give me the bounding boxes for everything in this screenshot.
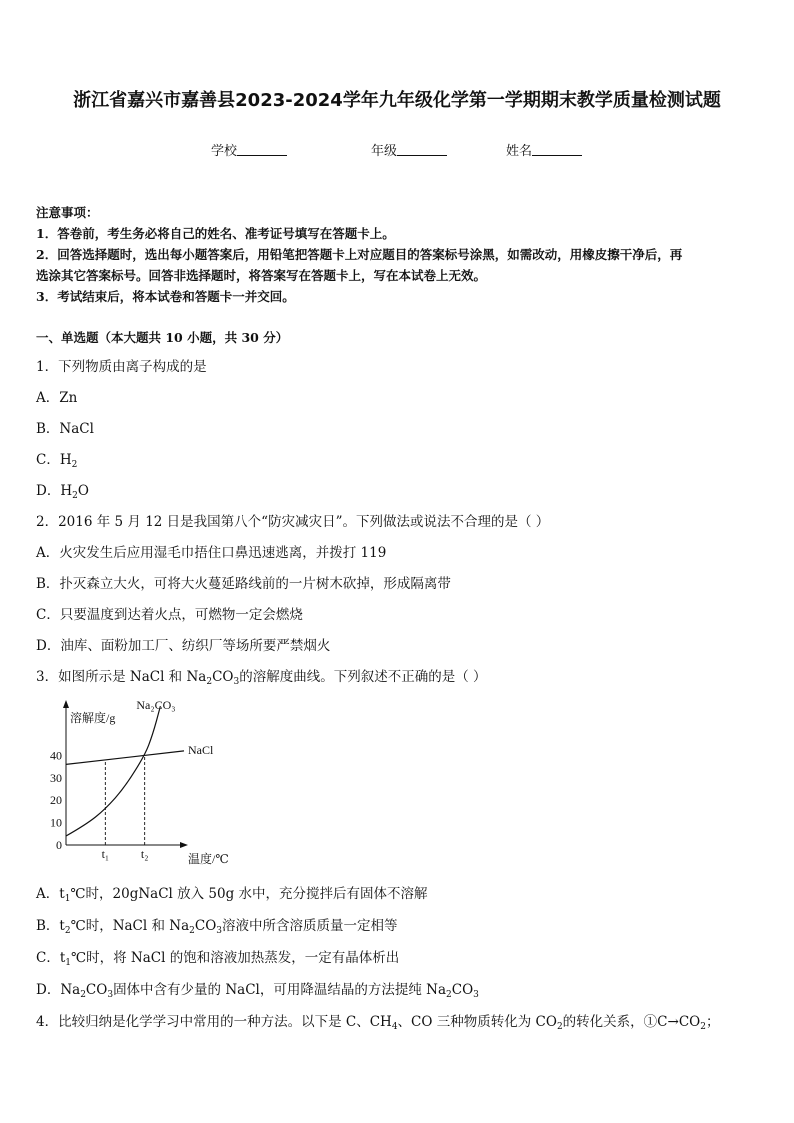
q3-option-b: B．$t_2℃$时，NaCl 和 $Na_2CO_3$溶液中所含溶质质量一定相等 (36, 918, 398, 936)
school-field (211, 140, 287, 159)
grade-blank[interactable] (397, 143, 447, 156)
x-tick-label: t₂ (140, 847, 149, 861)
na2co3-series-line (66, 706, 160, 836)
note-item: 选涂其它答案标号。回答非选择题时，将答案写在答题卡上，写在本试卷上无效。 (36, 268, 487, 283)
q1-stem: 1．下列物质由离子构成的是 (36, 359, 207, 375)
y-tick-label: 30 (50, 770, 62, 785)
q1-option-b: B．NaCl (36, 421, 94, 437)
y-tick-label: 40 (50, 748, 62, 763)
y-tick-label: 20 (50, 793, 62, 808)
q2-option-d: D．油库、面粉加工厂、纺织厂等场所要严禁烟火 (36, 638, 331, 654)
q1-option-c: C．$H_2$ (36, 452, 78, 470)
q2-stem: 2．2016 年 5 月 12 日是我国第八个“防灾减灾日”。下列做法或说法不合理的是（ ） (36, 514, 550, 530)
q2-option-a: A．火灾发生后应用湿毛巾捂住口鼻迅速逃离，并拨打 119 (36, 545, 387, 561)
nacl-series-line (66, 751, 184, 765)
solubility-chart (36, 692, 256, 872)
na2co3-legend-label: Na₂CO₃ (136, 698, 176, 712)
x-tick-label: t₁ (101, 847, 110, 861)
q1-option-a: A．Zn (36, 390, 78, 406)
grade-label: 年级 (371, 144, 398, 159)
y-tick-label: 10 (50, 815, 62, 830)
y-axis-label: 溶解度/g (70, 711, 116, 725)
x-axis-label: 温度/℃ (188, 852, 229, 866)
school-blank[interactable] (237, 143, 287, 156)
q3-option-d: D．$Na_2CO_3$固体中含有少量的 NaCl，可用降温结晶的方法提纯 $Na_2CO_3$ (36, 982, 479, 1000)
name-field (506, 140, 582, 159)
q3-option-a: A．$t_1℃$时，20gNaCl 放入 50g 水中，充分搅拌后有固体不溶解 (36, 886, 428, 904)
note-item: 1．答卷前，考生务必将自己的姓名、准考证号填写在答题卡上。 (36, 226, 395, 241)
note-item: 3．考试结束后，将本试卷和答题卡一并交回。 (36, 289, 295, 304)
q2-option-b: B．扑灭森立大火，可将大火蔓延路线前的一片树木砍掉，形成隔离带 (36, 576, 451, 592)
notes-heading: 注意事项： (36, 205, 99, 220)
name-blank[interactable] (532, 143, 582, 156)
y-tick-label: 0 (56, 838, 62, 852)
q1-option-d: D．$H_2O$ (36, 483, 89, 501)
section-heading: 一、单选题（本大题共 10 小题，共 30 分） (36, 330, 289, 345)
nacl-legend-label: NaCl (188, 742, 214, 757)
q2-option-c: C．只要温度到达着火点，可燃物一定会燃烧 (36, 607, 303, 623)
exam-title: 浙江省嘉兴市嘉善县2023-2024学年九年级化学第一学期期末教学质量检测试题 (73, 90, 721, 111)
grade-field (371, 140, 447, 159)
name-label: 姓名 (506, 144, 533, 159)
q3-option-c: C．$t_1℃$时，将 NaCl 的饱和溶液加热蒸发，一定有晶体析出 (36, 950, 400, 968)
q3-stem: 3．如图所示是 NaCl 和 $Na_2CO_3$的溶解度曲线。下列叙述不正确的是（ ） (36, 669, 487, 687)
school-label: 学校 (211, 144, 238, 159)
note-item: 2．回答选择题时，选出每小题答案后，用铅笔把答题卡上对应题目的答案标号涂黑，如需改动，用橡皮擦干净后，再 (36, 247, 683, 262)
q4-stem: 4．比较归纳是化学学习中常用的一种方法。以下是 C、$CH_4$、CO 三种物质转化为 $CO_2$的转化关系，$①C\to CO_2$； (36, 1014, 720, 1032)
x-axis-arrow (180, 842, 188, 848)
y-axis-arrow (63, 700, 69, 708)
